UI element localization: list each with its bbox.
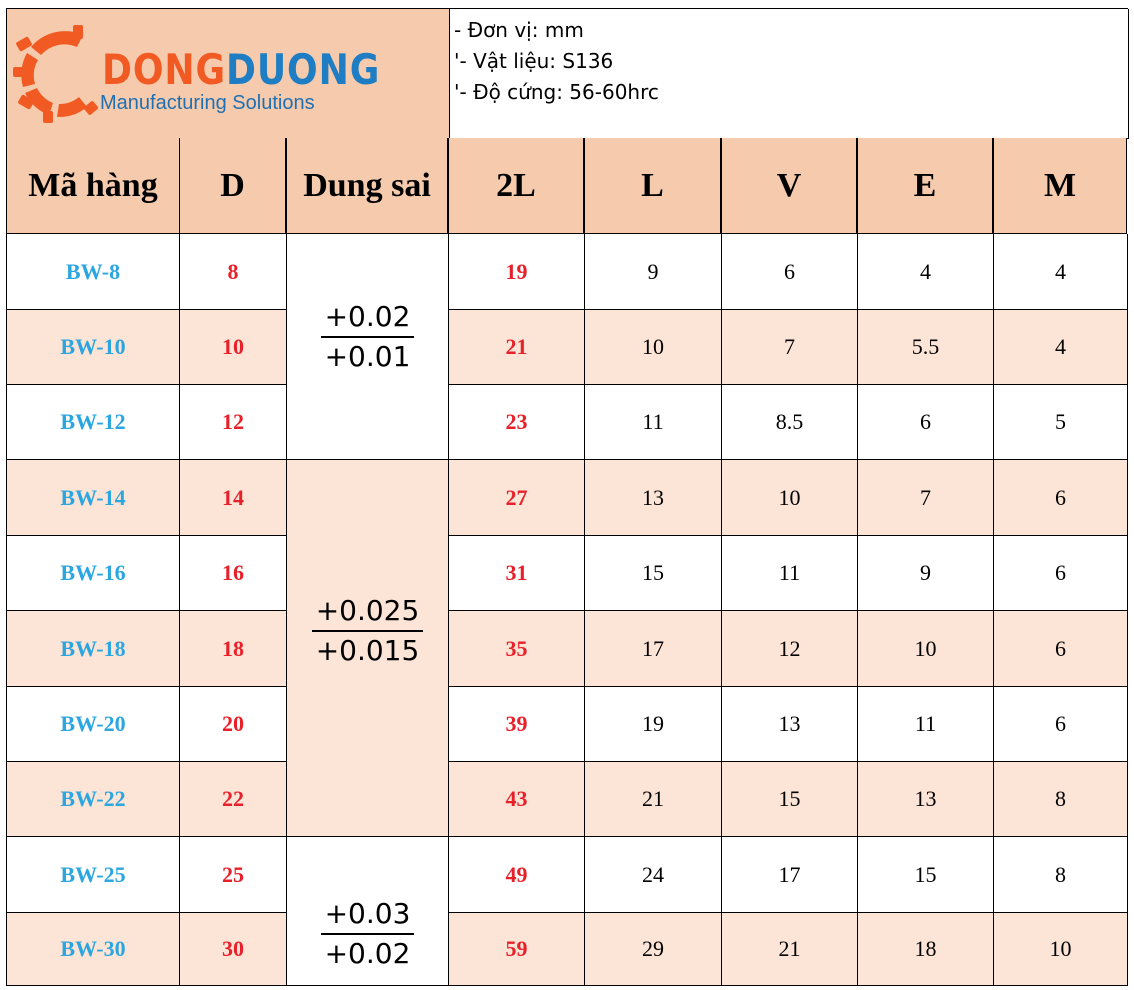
header-dung-sai: Dung sai xyxy=(286,138,448,234)
cell-m: 4 xyxy=(994,234,1128,310)
cell-l: 13 xyxy=(585,460,722,536)
cell-l: 9 xyxy=(585,234,722,310)
cell-v: 17 xyxy=(722,837,858,913)
header-l: L xyxy=(584,138,721,234)
cell-d: 12 xyxy=(180,385,287,460)
cell-m: 6 xyxy=(994,611,1128,687)
material-line: '- Vật liệu: S136 xyxy=(454,49,614,73)
cell-e: 15 xyxy=(858,837,994,913)
spec-info-panel xyxy=(450,9,1129,139)
tolerance-upper: +0.025 xyxy=(312,594,424,632)
tolerance-cell xyxy=(287,837,449,986)
cell-l: 19 xyxy=(585,687,722,762)
brand-part-dong: DONG xyxy=(102,45,227,94)
cell-code: BW-12 xyxy=(6,385,180,460)
cell-code: BW-30 xyxy=(6,913,180,986)
cell-e: 10 xyxy=(858,611,994,687)
cell-e: 11 xyxy=(858,687,994,762)
cell-code: BW-8 xyxy=(6,234,180,310)
product-spec-table xyxy=(6,8,1128,986)
cell-d: 22 xyxy=(180,762,287,837)
tolerance-fraction xyxy=(287,594,448,668)
header-m: M xyxy=(993,138,1127,234)
cell-d: 8 xyxy=(180,234,287,310)
cell-2l: 31 xyxy=(449,536,585,611)
cell-v: 7 xyxy=(722,310,858,385)
cell-2l: 21 xyxy=(449,310,585,385)
cell-d: 18 xyxy=(180,611,287,687)
cell-m: 5 xyxy=(994,385,1128,460)
cell-2l: 59 xyxy=(449,913,585,986)
tolerance-upper: +0.03 xyxy=(321,897,415,935)
cell-v: 13 xyxy=(722,687,858,762)
cell-2l: 27 xyxy=(449,460,585,536)
cell-d: 20 xyxy=(180,687,287,762)
cell-l: 29 xyxy=(585,913,722,986)
cell-v: 12 xyxy=(722,611,858,687)
cell-code: BW-16 xyxy=(6,536,180,611)
cell-code: BW-14 xyxy=(6,460,180,536)
brand-name xyxy=(102,47,380,93)
cell-l: 11 xyxy=(585,385,722,460)
cell-m: 6 xyxy=(994,460,1128,536)
cell-m: 6 xyxy=(994,536,1128,611)
cell-m: 6 xyxy=(994,687,1128,762)
cell-e: 18 xyxy=(858,913,994,986)
tolerance-cell xyxy=(287,460,449,837)
brand-tagline: Manufacturing Solutions xyxy=(100,92,315,114)
cell-e: 13 xyxy=(858,762,994,837)
cell-m: 8 xyxy=(994,762,1128,837)
cell-d: 14 xyxy=(180,460,287,536)
brand-part-duong: DUONG xyxy=(226,45,381,94)
header-v: V xyxy=(721,138,857,234)
cell-v: 21 xyxy=(722,913,858,986)
cell-e: 7 xyxy=(858,460,994,536)
cell-code: BW-22 xyxy=(6,762,180,837)
header-2l: 2L xyxy=(448,138,584,234)
cell-v: 6 xyxy=(722,234,858,310)
cell-d: 30 xyxy=(180,913,287,986)
cell-2l: 39 xyxy=(449,687,585,762)
cell-l: 17 xyxy=(585,611,722,687)
table-header-block xyxy=(6,8,1128,138)
cell-e: 6 xyxy=(858,385,994,460)
cell-2l: 43 xyxy=(449,762,585,837)
tolerance-lower: +0.02 xyxy=(324,937,411,970)
tolerance-fraction xyxy=(287,300,448,374)
tolerance-upper: +0.02 xyxy=(321,300,415,338)
cell-d: 16 xyxy=(180,536,287,611)
tolerance-fraction xyxy=(287,897,448,971)
cell-l: 15 xyxy=(585,536,722,611)
gear-logo-icon xyxy=(13,23,109,123)
cell-code: BW-25 xyxy=(6,837,180,913)
cell-v: 8.5 xyxy=(722,385,858,460)
column-header-row xyxy=(6,138,1128,234)
cell-2l: 49 xyxy=(449,837,585,913)
cell-e: 5.5 xyxy=(858,310,994,385)
hardness-line: '- Độ cứng: 56-60hrc xyxy=(454,80,659,104)
cell-2l: 23 xyxy=(449,385,585,460)
logo-panel xyxy=(7,9,450,139)
cell-code: BW-10 xyxy=(6,310,180,385)
tolerance-lower: +0.015 xyxy=(315,634,420,667)
header-e: E xyxy=(857,138,993,234)
cell-code: BW-18 xyxy=(6,611,180,687)
header-ma-hang: Mã hàng xyxy=(6,138,180,234)
cell-m: 8 xyxy=(994,837,1128,913)
cell-e: 9 xyxy=(858,536,994,611)
unit-line: - Đơn vị: mm xyxy=(454,18,584,42)
cell-v: 11 xyxy=(722,536,858,611)
cell-m: 10 xyxy=(994,913,1128,986)
tolerance-lower: +0.01 xyxy=(324,340,411,373)
cell-code: BW-20 xyxy=(6,687,180,762)
cell-2l: 35 xyxy=(449,611,585,687)
cell-m: 4 xyxy=(994,310,1128,385)
cell-d: 25 xyxy=(180,837,287,913)
cell-v: 15 xyxy=(722,762,858,837)
cell-d: 10 xyxy=(180,310,287,385)
cell-v: 10 xyxy=(722,460,858,536)
tolerance-cell xyxy=(287,234,449,460)
cell-e: 4 xyxy=(858,234,994,310)
header-d: D xyxy=(179,138,286,234)
cell-l: 21 xyxy=(585,762,722,837)
cell-2l: 19 xyxy=(449,234,585,310)
cell-l: 24 xyxy=(585,837,722,913)
cell-l: 10 xyxy=(585,310,722,385)
